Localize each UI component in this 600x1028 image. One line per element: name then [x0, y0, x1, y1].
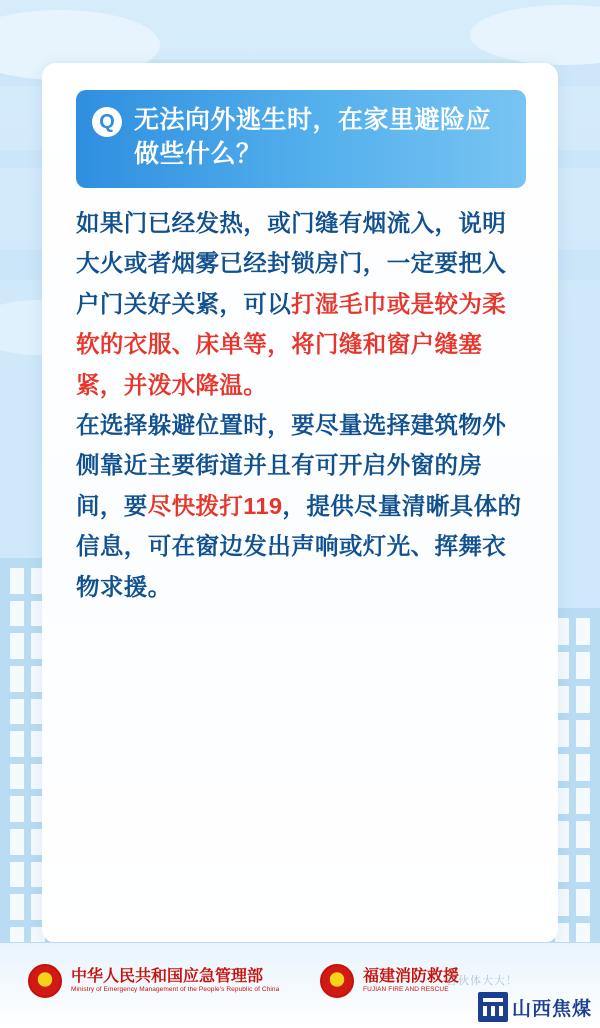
fire-rescue-emblem-icon — [320, 964, 354, 998]
org1-name-en: Ministry of Emergency Management of the People's Republic of China — [71, 986, 280, 994]
org2-name-en: FUJIAN FIRE AND RESCUE — [363, 986, 449, 994]
org-emergency-management — [28, 964, 279, 998]
paragraph-1-text: 如果门已经发热，或门缝有烟流入，说明大火或者烟雾已经封锁房门，一定要把入户门关好关紧，可以 — [76, 210, 507, 317]
paragraph-1 — [76, 203, 528, 405]
national-emblem-icon — [28, 964, 62, 998]
answer-body — [76, 203, 528, 607]
paragraph-2-text-b: ，提供尽量清晰具体的信息，可在窗边发出声响或灯光、挥舞衣物求援。 — [76, 492, 522, 600]
watermark-text: 合伙体大大！ — [446, 975, 518, 987]
org-fujian-fire-rescue — [320, 964, 459, 998]
question-banner — [76, 90, 526, 188]
org1-name-cn: 中华人民共和国应急管理部 — [71, 967, 264, 985]
paragraph-1-highlight: 打湿毛巾或是较为柔软的衣服、床单等，将门缝和窗户缝塞紧，并泼水降温。 — [76, 290, 507, 398]
logo-mark-icon — [478, 992, 508, 1022]
logo-shanxi-coking-coal — [478, 992, 592, 1022]
question-badge-icon: Q — [92, 107, 122, 137]
footer-bar — [0, 942, 600, 1028]
paragraph-2 — [76, 405, 528, 607]
cloud-shape — [470, 5, 600, 65]
content-card — [42, 63, 558, 943]
paragraph-2-highlight: 尽快拨打119 — [147, 492, 283, 519]
divider — [0, 942, 600, 943]
question-text: 无法向外逃生时，在家里避险应做些什么？ — [134, 106, 492, 168]
paragraph-2-text-a: 在选择躲避位置时，要尽量选择建筑物外侧靠近主要街道并且有可开启外窗的房间，要 — [76, 412, 507, 519]
org2-name-cn: 福建消防救援 — [363, 967, 460, 985]
logo-text: 山西焦煤 — [511, 998, 592, 1020]
